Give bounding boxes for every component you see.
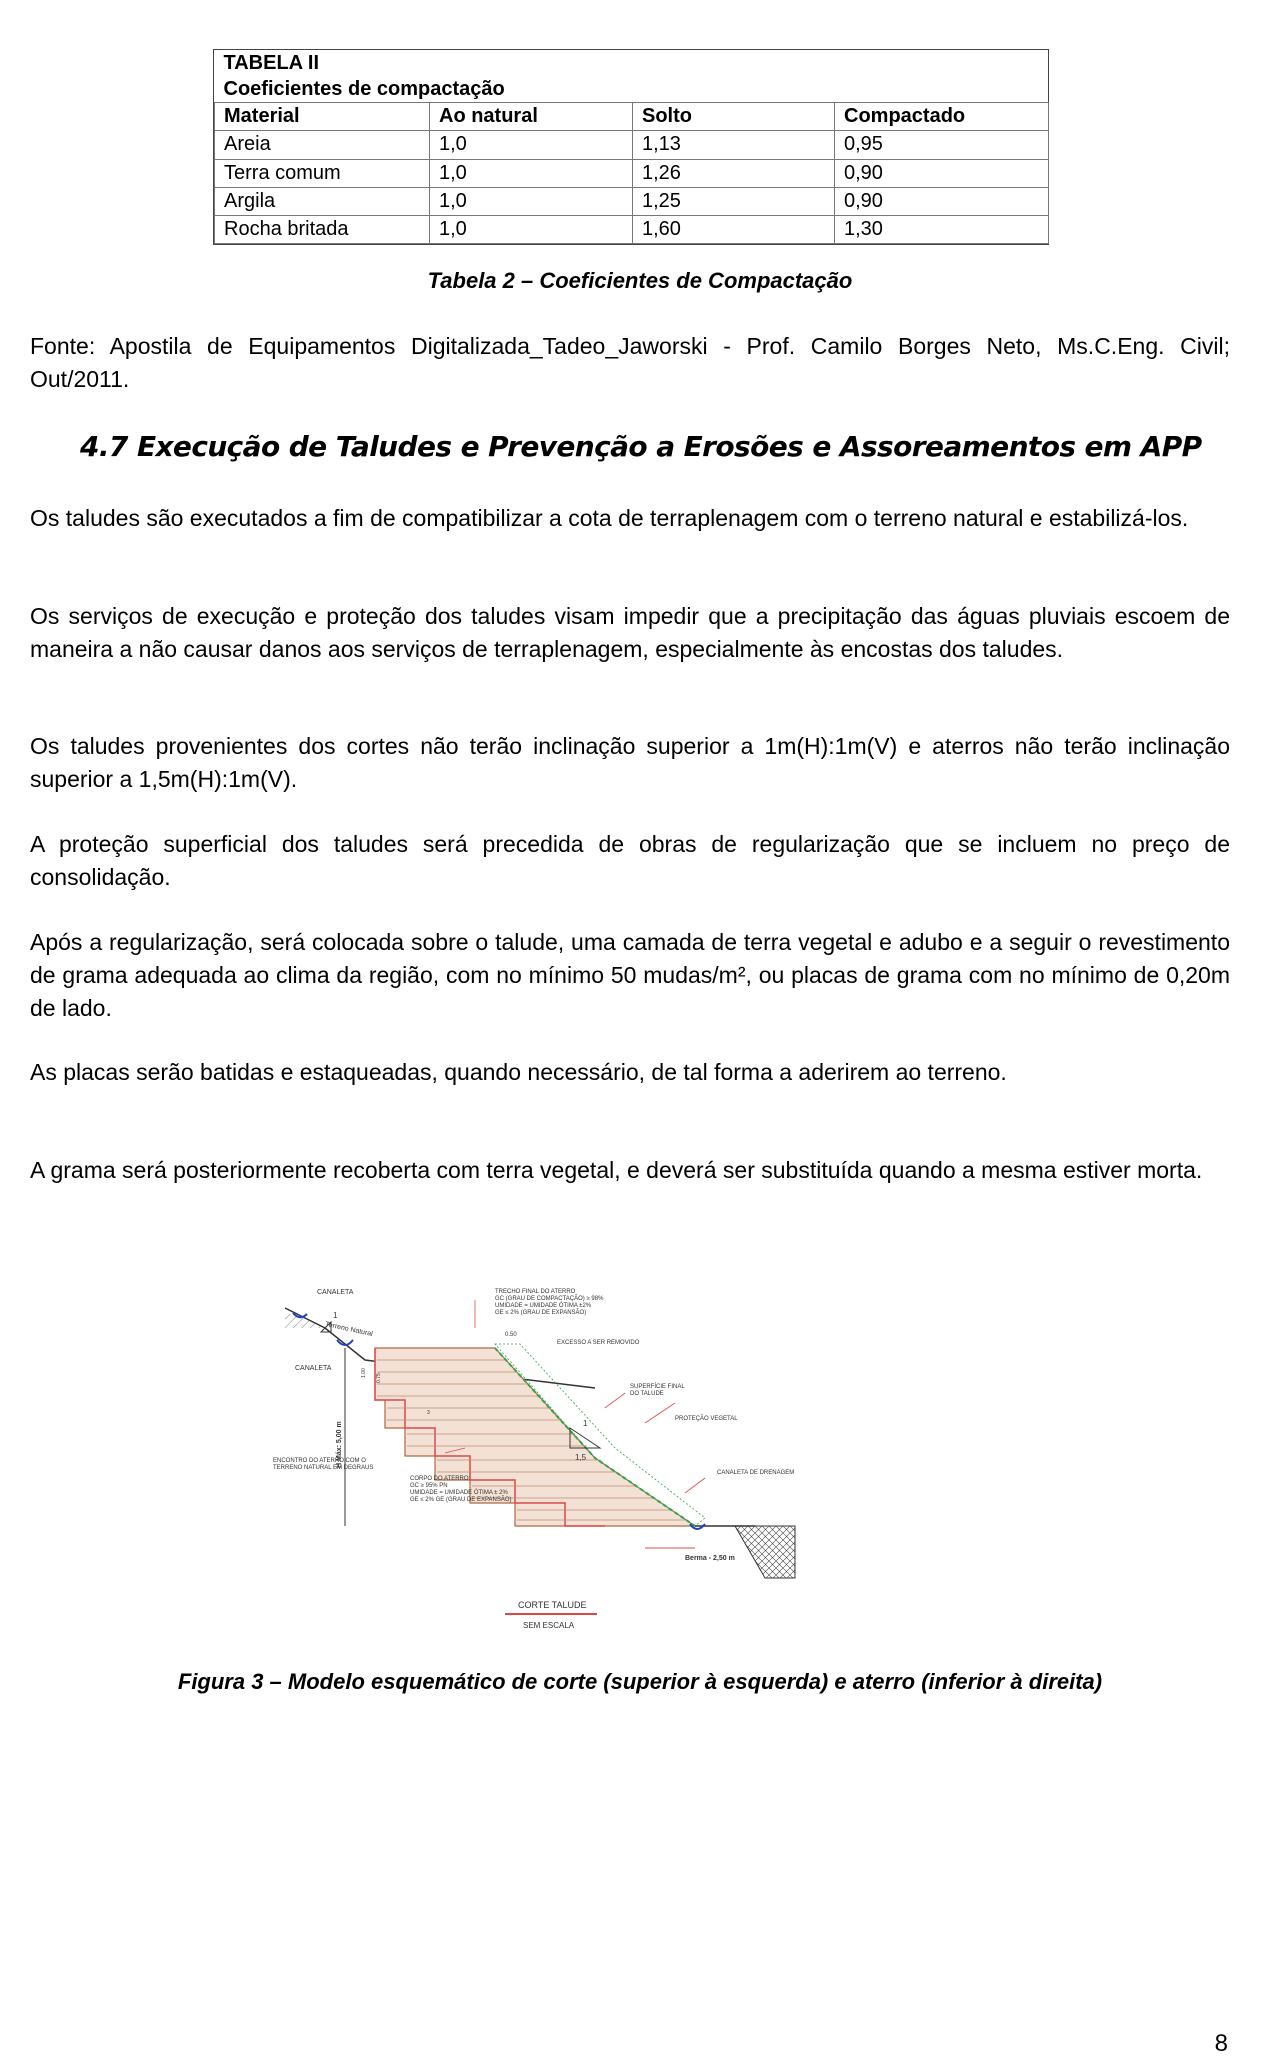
paragraph: Após a regularização, será colocada sobre o talude, uma camada de terra vegetal e adubo e a seguir o revestimento de grama adequada ao clima da região, com no mínimo 50 mudas/m², ou placas de grama com no mínimo de 0,20m de lado.	[30, 929, 1230, 1021]
cell: 0,90	[835, 159, 1049, 187]
label-h-max: H Máx: 5,00 m	[336, 1421, 343, 1468]
label-trecho-1: TRECHO FINAL DO ATERRO	[495, 1289, 576, 1295]
cut-hatch	[285, 1312, 325, 1328]
table-title: TABELA II	[223, 51, 320, 74]
table-subtitle: Coeficientes de compactação	[223, 77, 505, 100]
table-caption: Tabela 2 – Coeficientes de Compactação	[427, 268, 853, 293]
label-trecho-2: GC (GRAU DE COMPACTAÇÃO) ≥ 98%	[495, 1296, 604, 1302]
label-corpo-1: CORPO DO ATERRO:	[410, 1476, 471, 1482]
label-superficie-2: DO TALUDE	[630, 1391, 664, 1397]
cell: 1,0	[430, 215, 633, 243]
label-canaleta-top: CANALETA	[317, 1289, 354, 1296]
paragraph: Os taludes são executados a fim de compatibilizar a cota de terraplenagem com o terreno natural e estabilizá-los.	[30, 505, 1189, 531]
label-corpo-3: UMIDADE = UMIDADE ÓTIMA ± 2%	[410, 1490, 508, 1496]
figure-caption: Figura 3 – Modelo esquemático de corte (superior à esquerda) e aterro (inferior à direita)	[177, 1669, 1103, 1694]
label-ratio-1: 1	[583, 1419, 588, 1428]
cell: 1,13	[633, 131, 835, 159]
col-header: Material	[215, 103, 430, 131]
label-canaleta-drenagem: CANALETA DE DRENAGEM	[717, 1470, 795, 1476]
label-corpo-4: GE ≤ 2% GE (GRAU DE EXPANSÃO)	[410, 1497, 512, 1503]
label-dim-3: 3	[427, 1410, 430, 1416]
paragraph: A proteção superficial dos taludes será precedida de obras de regularização que se incluem no preço de consolidação.	[30, 831, 1230, 890]
compaction-table	[213, 49, 1049, 245]
label-ratio-one-cut: 1	[333, 1311, 338, 1320]
cell: 1,60	[633, 215, 835, 243]
label-dim-050: 0.50	[505, 1332, 517, 1338]
label-dim-100: 1.00	[361, 1368, 367, 1378]
cell: 0,90	[835, 187, 1049, 215]
cell: 1,25	[633, 187, 835, 215]
cell: Terra comum	[215, 159, 430, 187]
label-protecao: PROTEÇÃO VEGETAL	[675, 1416, 738, 1422]
cell: 1,0	[430, 187, 633, 215]
table-header-row	[215, 103, 1049, 131]
page-number: 8	[1214, 2030, 1228, 2057]
compaction-table-grid	[214, 50, 1049, 244]
berm-crosshatch	[735, 1526, 795, 1578]
left-channel	[337, 1340, 353, 1345]
cell: 1,30	[835, 215, 1049, 243]
label-encontro-1: ENCONTRO DO ATERRO COM O	[273, 1458, 366, 1464]
table-row	[215, 215, 1049, 243]
slope-cross-section-figure	[265, 1288, 1005, 1660]
label-berma: Berma - 2,50 m	[685, 1555, 735, 1562]
label-trecho-3: UMIDADE = UMIDADE ÓTIMA ±2%	[495, 1303, 592, 1309]
label-corpo-2: GC ≥ 95% PN	[410, 1483, 448, 1489]
cell: Argila	[215, 187, 430, 215]
label-trecho-4: GE ≤ 2% (GRAU DE EXPANSÃO)	[495, 1310, 587, 1316]
source-note: Fonte: Apostila de Equipamentos Digitalizada_Tadeo_Jaworski - Prof. Camilo Borges Neto, Ms.C.Eng. Civil; Out/2011.	[30, 333, 1230, 392]
paragraph: As placas serão batidas e estaqueadas, quando necessário, de tal forma a aderirem ao terreno.	[30, 1059, 1007, 1085]
table-row	[215, 159, 1049, 187]
cell: 1,26	[633, 159, 835, 187]
label-excesso: EXCESSO A SER REMOVIDO	[557, 1340, 640, 1346]
cell: Rocha britada	[215, 215, 430, 243]
cell: Areia	[215, 131, 430, 159]
col-header: Ao natural	[430, 103, 633, 131]
table-row	[215, 187, 1049, 215]
cell: 1,0	[430, 159, 633, 187]
col-header: Compactado	[835, 103, 1049, 131]
figure-title: CORTE TALUDE	[518, 1600, 587, 1610]
table-row	[215, 131, 1049, 159]
label-encontro-2: TERRENO NATURAL EM DEGRAUS	[273, 1465, 374, 1471]
section-heading: 4.7 Execução de Taludes e Prevenção a Erosões e Assoreamentos em APP	[80, 430, 1202, 463]
cell: 0,95	[835, 131, 1049, 159]
paragraph: Os taludes provenientes dos cortes não terão inclinação superior a 1m(H):1m(V) e aterros não terão inclinação superior a 1,5m(H):1m(V).	[30, 733, 1230, 792]
label-dim-075: 0.75	[376, 1373, 382, 1383]
label-terreno-natural: Terreno Natural	[324, 1321, 374, 1338]
label-canaleta-left: CANALETA	[295, 1365, 332, 1372]
label-ratio-15: 1,5	[575, 1453, 587, 1462]
figure-scale-note: SEM ESCALA	[523, 1621, 575, 1630]
paragraph: A grama será posteriormente recoberta com terra vegetal, e deverá ser substituída quando a mesma estiver morta.	[30, 1157, 1203, 1183]
paragraph: Os serviços de execução e proteção dos taludes visam impedir que a precipitação das águas pluviais escoem de maneira a não causar danos aos serviços de terraplenagem, especialmente às encostas dos taludes.	[30, 603, 1230, 662]
cell: 1,0	[430, 131, 633, 159]
col-header: Solto	[633, 103, 835, 131]
label-superficie-1: SUPERFÍCIE FINAL	[630, 1384, 685, 1390]
